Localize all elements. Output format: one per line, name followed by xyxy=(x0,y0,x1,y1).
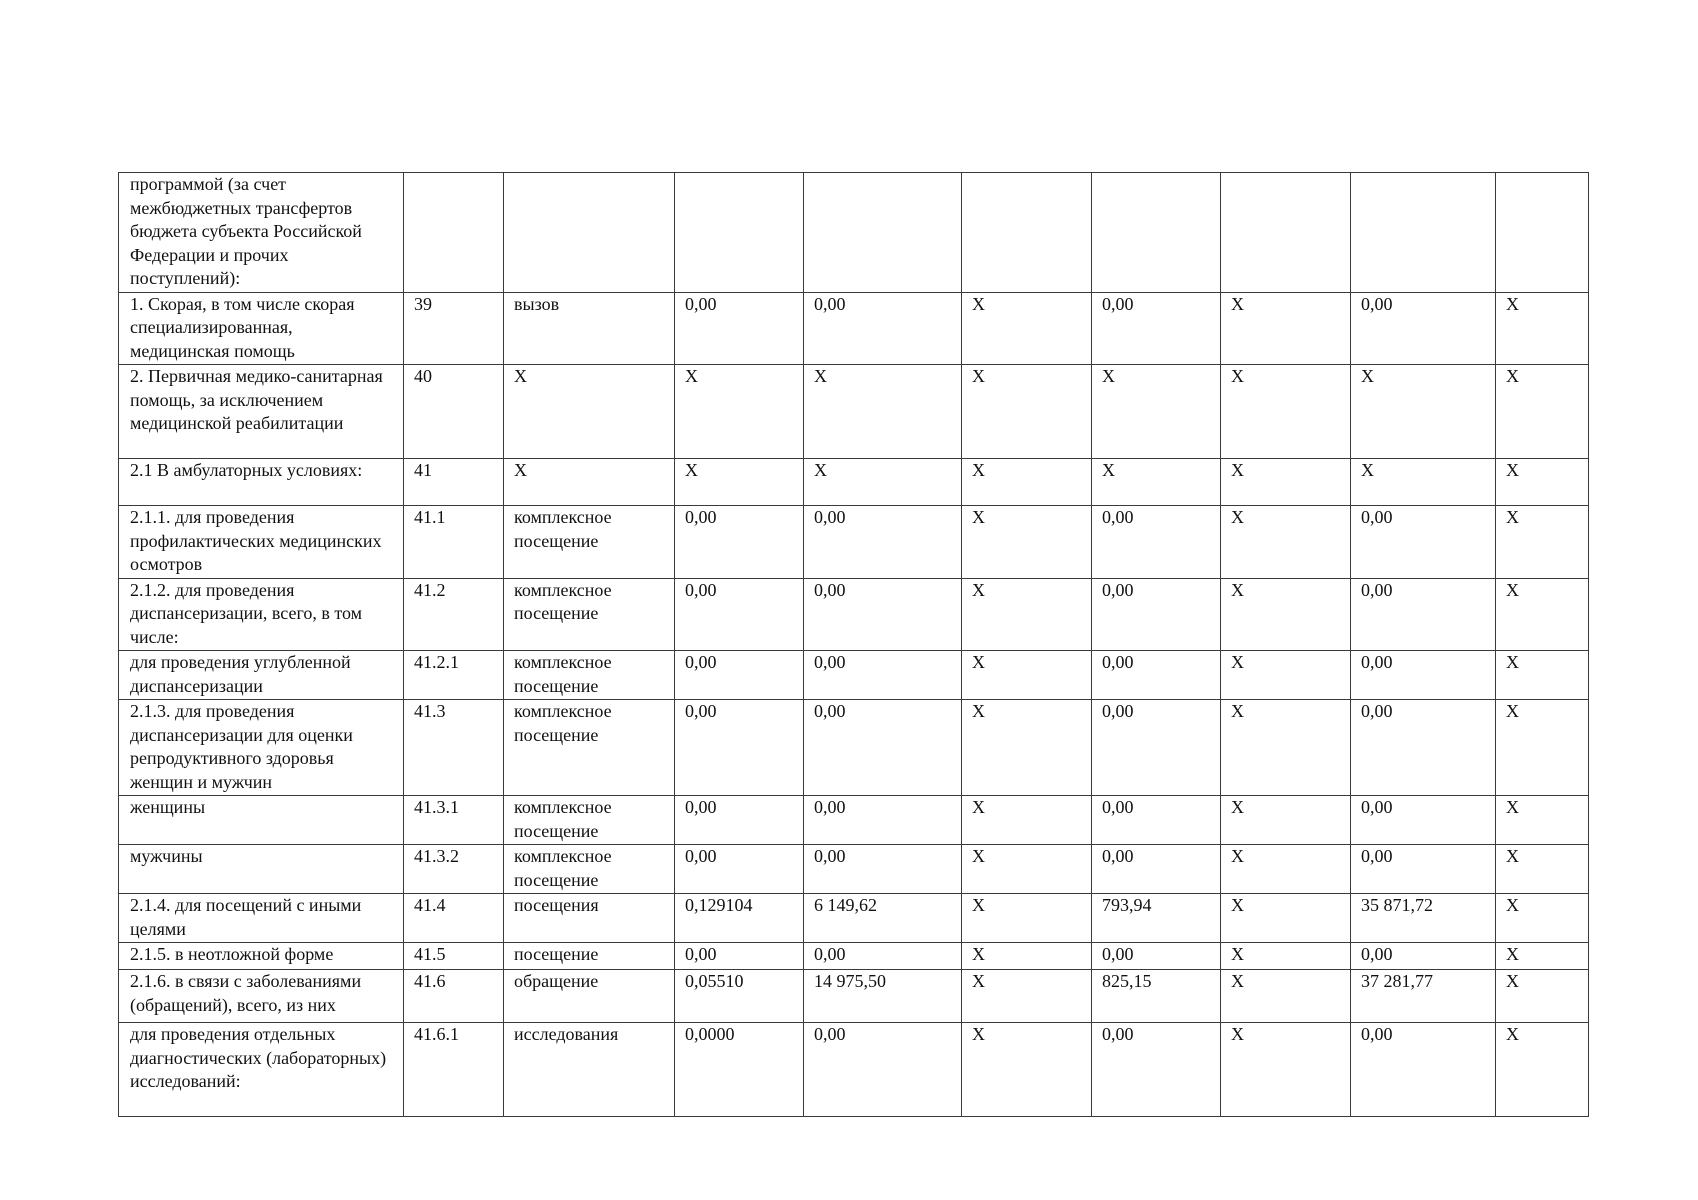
table-row xyxy=(119,651,1589,700)
row-code: 41.3 xyxy=(404,700,504,796)
value-cell-7: X xyxy=(1496,845,1589,894)
value-cell-4: 0,00 xyxy=(1092,578,1221,651)
unit-cell: обращение xyxy=(504,970,675,1023)
value-cell-2: 0,00 xyxy=(804,506,962,579)
table-row xyxy=(119,506,1589,579)
table-row xyxy=(119,292,1589,365)
value-cell-1: 0,05510 xyxy=(675,970,804,1023)
value-cell-3: X xyxy=(962,700,1092,796)
value-cell-5: X xyxy=(1221,506,1351,579)
unit-cell: вызов xyxy=(504,292,675,365)
value-cell-2: 6 149,62 xyxy=(804,894,962,943)
row-code: 41.6.1 xyxy=(404,1023,504,1117)
value-cell-3 xyxy=(962,173,1092,293)
row-code: 41 xyxy=(404,459,504,506)
value-cell-5: X xyxy=(1221,845,1351,894)
value-cell-3: X xyxy=(962,651,1092,700)
value-cell-3: X xyxy=(962,365,1092,459)
unit-cell: комплексное посещение xyxy=(504,845,675,894)
value-cell-1: 0,00 xyxy=(675,578,804,651)
value-cell-1: 0,0000 xyxy=(675,1023,804,1117)
row-code: 41.4 xyxy=(404,894,504,943)
value-cell-1: 0,00 xyxy=(675,700,804,796)
value-cell-2: 0,00 xyxy=(804,943,962,970)
value-cell-7: X xyxy=(1496,292,1589,365)
value-cell-1: 0,00 xyxy=(675,506,804,579)
value-cell-3: X xyxy=(962,796,1092,845)
value-cell-5: X xyxy=(1221,970,1351,1023)
table-row xyxy=(119,459,1589,506)
value-cell-2: X xyxy=(804,365,962,459)
value-cell-7: X xyxy=(1496,943,1589,970)
value-cell-6: 0,00 xyxy=(1351,578,1496,651)
table-body xyxy=(119,173,1589,1117)
value-cell-2: 0,00 xyxy=(804,292,962,365)
value-cell-1: 0,00 xyxy=(675,943,804,970)
value-cell-7: X xyxy=(1496,894,1589,943)
row-code: 41.2 xyxy=(404,578,504,651)
value-cell-3: X xyxy=(962,459,1092,506)
value-cell-2: 0,00 xyxy=(804,1023,962,1117)
value-cell-4: 793,94 xyxy=(1092,894,1221,943)
unit-cell: посещение xyxy=(504,943,675,970)
value-cell-3: X xyxy=(962,1023,1092,1117)
row-code: 41.2.1 xyxy=(404,651,504,700)
value-cell-7 xyxy=(1496,173,1589,293)
data-table xyxy=(118,172,1589,1117)
value-cell-6: 0,00 xyxy=(1351,845,1496,894)
value-cell-5: X xyxy=(1221,292,1351,365)
value-cell-4: 0,00 xyxy=(1092,292,1221,365)
value-cell-4: 0,00 xyxy=(1092,796,1221,845)
value-cell-7: X xyxy=(1496,506,1589,579)
value-cell-7: X xyxy=(1496,700,1589,796)
value-cell-4: 0,00 xyxy=(1092,943,1221,970)
value-cell-5: X xyxy=(1221,796,1351,845)
value-cell-1: X xyxy=(675,459,804,506)
row-description: 2.1.3. для проведения диспансеризации для оценки репродуктивного здоровья женщин и мужчин xyxy=(119,700,404,796)
unit-cell xyxy=(504,173,675,293)
value-cell-5: X xyxy=(1221,943,1351,970)
row-description: 2. Первичная медико-санитарная помощь, за исключением медицинской реабилитации xyxy=(119,365,404,459)
value-cell-1: 0,00 xyxy=(675,292,804,365)
table-row xyxy=(119,578,1589,651)
row-code xyxy=(404,173,504,293)
row-description: для проведения отдельных диагностических (лабораторных) исследований: xyxy=(119,1023,404,1117)
table-row xyxy=(119,700,1589,796)
row-code: 41.3.2 xyxy=(404,845,504,894)
unit-cell: исследования xyxy=(504,1023,675,1117)
value-cell-6: 37 281,77 xyxy=(1351,970,1496,1023)
value-cell-4: 0,00 xyxy=(1092,651,1221,700)
value-cell-7: X xyxy=(1496,459,1589,506)
value-cell-5: X xyxy=(1221,651,1351,700)
row-code: 41.3.1 xyxy=(404,796,504,845)
value-cell-7: X xyxy=(1496,1023,1589,1117)
row-description: 1. Скорая, в том числе скорая специализированная, медицинская помощь xyxy=(119,292,404,365)
value-cell-5: X xyxy=(1221,894,1351,943)
value-cell-2: X xyxy=(804,459,962,506)
table-row xyxy=(119,894,1589,943)
value-cell-4: 0,00 xyxy=(1092,1023,1221,1117)
value-cell-3: X xyxy=(962,578,1092,651)
value-cell-3: X xyxy=(962,292,1092,365)
table-row xyxy=(119,943,1589,970)
unit-cell: комплексное посещение xyxy=(504,506,675,579)
table-row xyxy=(119,1023,1589,1117)
unit-cell: комплексное посещение xyxy=(504,796,675,845)
row-description: 2.1 В амбулаторных условиях: xyxy=(119,459,404,506)
unit-cell: X xyxy=(504,365,675,459)
value-cell-4: X xyxy=(1092,459,1221,506)
value-cell-2: 0,00 xyxy=(804,845,962,894)
table-row xyxy=(119,796,1589,845)
value-cell-6: 0,00 xyxy=(1351,700,1496,796)
value-cell-3: X xyxy=(962,894,1092,943)
value-cell-5: X xyxy=(1221,700,1351,796)
table-row xyxy=(119,173,1589,293)
unit-cell: посещения xyxy=(504,894,675,943)
row-code: 40 xyxy=(404,365,504,459)
value-cell-7: X xyxy=(1496,970,1589,1023)
row-description: программой (за счет межбюджетных трансфертов бюджета субъекта Российской Федерации и прочих поступлений): xyxy=(119,173,404,293)
value-cell-1: 0,00 xyxy=(675,651,804,700)
value-cell-6: 0,00 xyxy=(1351,506,1496,579)
value-cell-4: 825,15 xyxy=(1092,970,1221,1023)
value-cell-2: 0,00 xyxy=(804,700,962,796)
value-cell-6: X xyxy=(1351,365,1496,459)
value-cell-6: 0,00 xyxy=(1351,292,1496,365)
value-cell-7: X xyxy=(1496,578,1589,651)
value-cell-5 xyxy=(1221,173,1351,293)
row-description: 2.1.4. для посещений с иными целями xyxy=(119,894,404,943)
row-code: 41.1 xyxy=(404,506,504,579)
row-code: 41.6 xyxy=(404,970,504,1023)
value-cell-2 xyxy=(804,173,962,293)
value-cell-3: X xyxy=(962,506,1092,579)
value-cell-2: 14 975,50 xyxy=(804,970,962,1023)
value-cell-4: 0,00 xyxy=(1092,700,1221,796)
row-description: 2.1.6. в связи с заболеваниями (обращений), всего, из них xyxy=(119,970,404,1023)
value-cell-6: 0,00 xyxy=(1351,943,1496,970)
row-description: мужчины xyxy=(119,845,404,894)
value-cell-7: X xyxy=(1496,651,1589,700)
value-cell-6: 35 871,72 xyxy=(1351,894,1496,943)
table-row xyxy=(119,365,1589,459)
table-row xyxy=(119,845,1589,894)
unit-cell: комплексное посещение xyxy=(504,578,675,651)
row-description: 2.1.2. для проведения диспансеризации, всего, в том числе: xyxy=(119,578,404,651)
value-cell-6: 0,00 xyxy=(1351,1023,1496,1117)
value-cell-4 xyxy=(1092,173,1221,293)
value-cell-2: 0,00 xyxy=(804,796,962,845)
value-cell-1: 0,00 xyxy=(675,845,804,894)
value-cell-6: 0,00 xyxy=(1351,796,1496,845)
value-cell-5: X xyxy=(1221,1023,1351,1117)
value-cell-3: X xyxy=(962,970,1092,1023)
value-cell-4: 0,00 xyxy=(1092,506,1221,579)
row-description: 2.1.5. в неотложной форме xyxy=(119,943,404,970)
value-cell-5: X xyxy=(1221,365,1351,459)
value-cell-1: 0,00 xyxy=(675,796,804,845)
row-code: 39 xyxy=(404,292,504,365)
row-code: 41.5 xyxy=(404,943,504,970)
value-cell-5: X xyxy=(1221,459,1351,506)
value-cell-3: X xyxy=(962,845,1092,894)
row-description: женщины xyxy=(119,796,404,845)
value-cell-1 xyxy=(675,173,804,293)
value-cell-4: 0,00 xyxy=(1092,845,1221,894)
value-cell-2: 0,00 xyxy=(804,578,962,651)
row-description: 2.1.1. для проведения профилактических медицинских осмотров xyxy=(119,506,404,579)
value-cell-1: 0,129104 xyxy=(675,894,804,943)
unit-cell: комплексное посещение xyxy=(504,651,675,700)
unit-cell: комплексное посещение xyxy=(504,700,675,796)
value-cell-6 xyxy=(1351,173,1496,293)
value-cell-3: X xyxy=(962,943,1092,970)
value-cell-2: 0,00 xyxy=(804,651,962,700)
value-cell-7: X xyxy=(1496,365,1589,459)
value-cell-7: X xyxy=(1496,796,1589,845)
row-description: для проведения углубленной диспансеризации xyxy=(119,651,404,700)
value-cell-5: X xyxy=(1221,578,1351,651)
value-cell-6: 0,00 xyxy=(1351,651,1496,700)
value-cell-1: X xyxy=(675,365,804,459)
table-row xyxy=(119,970,1589,1023)
value-cell-6: X xyxy=(1351,459,1496,506)
value-cell-4: X xyxy=(1092,365,1221,459)
unit-cell: X xyxy=(504,459,675,506)
